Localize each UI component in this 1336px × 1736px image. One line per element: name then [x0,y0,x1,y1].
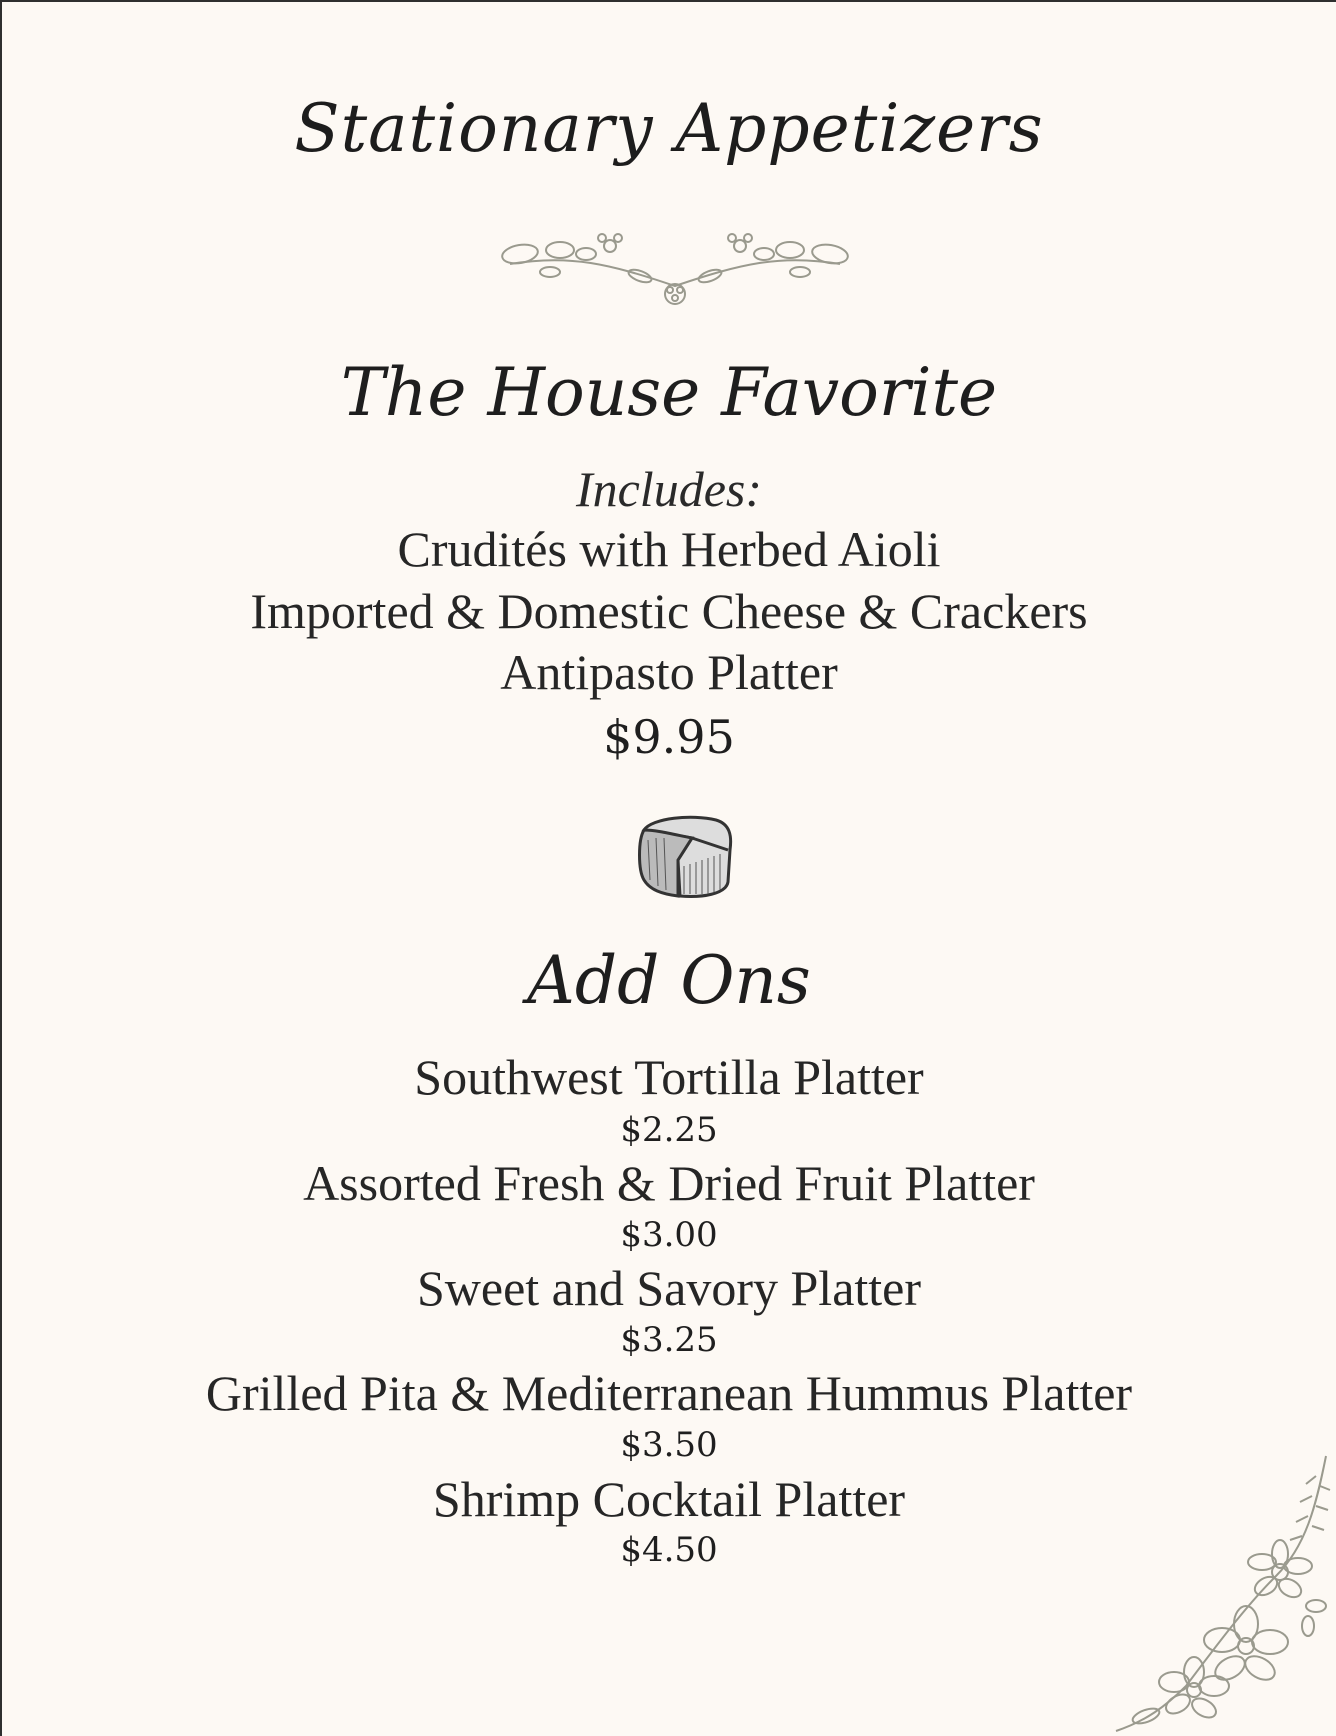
house-favorite-price: $9.95 [603,710,735,764]
cheese-wheel-icon [632,810,736,900]
add-on-name: Assorted Fresh & Dried Fruit Platter [303,1155,1035,1211]
add-on-price: $3.50 [620,1425,718,1465]
house-favorite-title: The House Favorite [340,354,998,431]
add-ons-title: Add Ons [527,942,811,1019]
vine-divider-icon [490,224,860,310]
add-on-price: $4.50 [620,1530,718,1570]
add-on-name: Grilled Pita & Mediterranean Hummus Platter [205,1365,1133,1421]
add-on-name: Sweet and Savory Platter [416,1260,922,1316]
floral-corner-icon [1076,1446,1336,1736]
add-on-price: $3.00 [620,1215,718,1255]
included-item: Antipasto Platter [500,644,838,700]
add-on-name: Southwest Tortilla Platter [414,1049,924,1105]
add-on-price: $3.25 [620,1320,718,1360]
add-on-name: Shrimp Cocktail Platter [432,1471,906,1527]
included-item: Imported & Domestic Cheese & Crackers [250,583,1088,639]
page-title: Stationary Appetizers [294,90,1044,167]
add-on-price: $2.25 [620,1110,718,1150]
included-item: Crudités with Herbed Aioli [397,521,941,577]
includes-label: Includes: [575,461,763,517]
